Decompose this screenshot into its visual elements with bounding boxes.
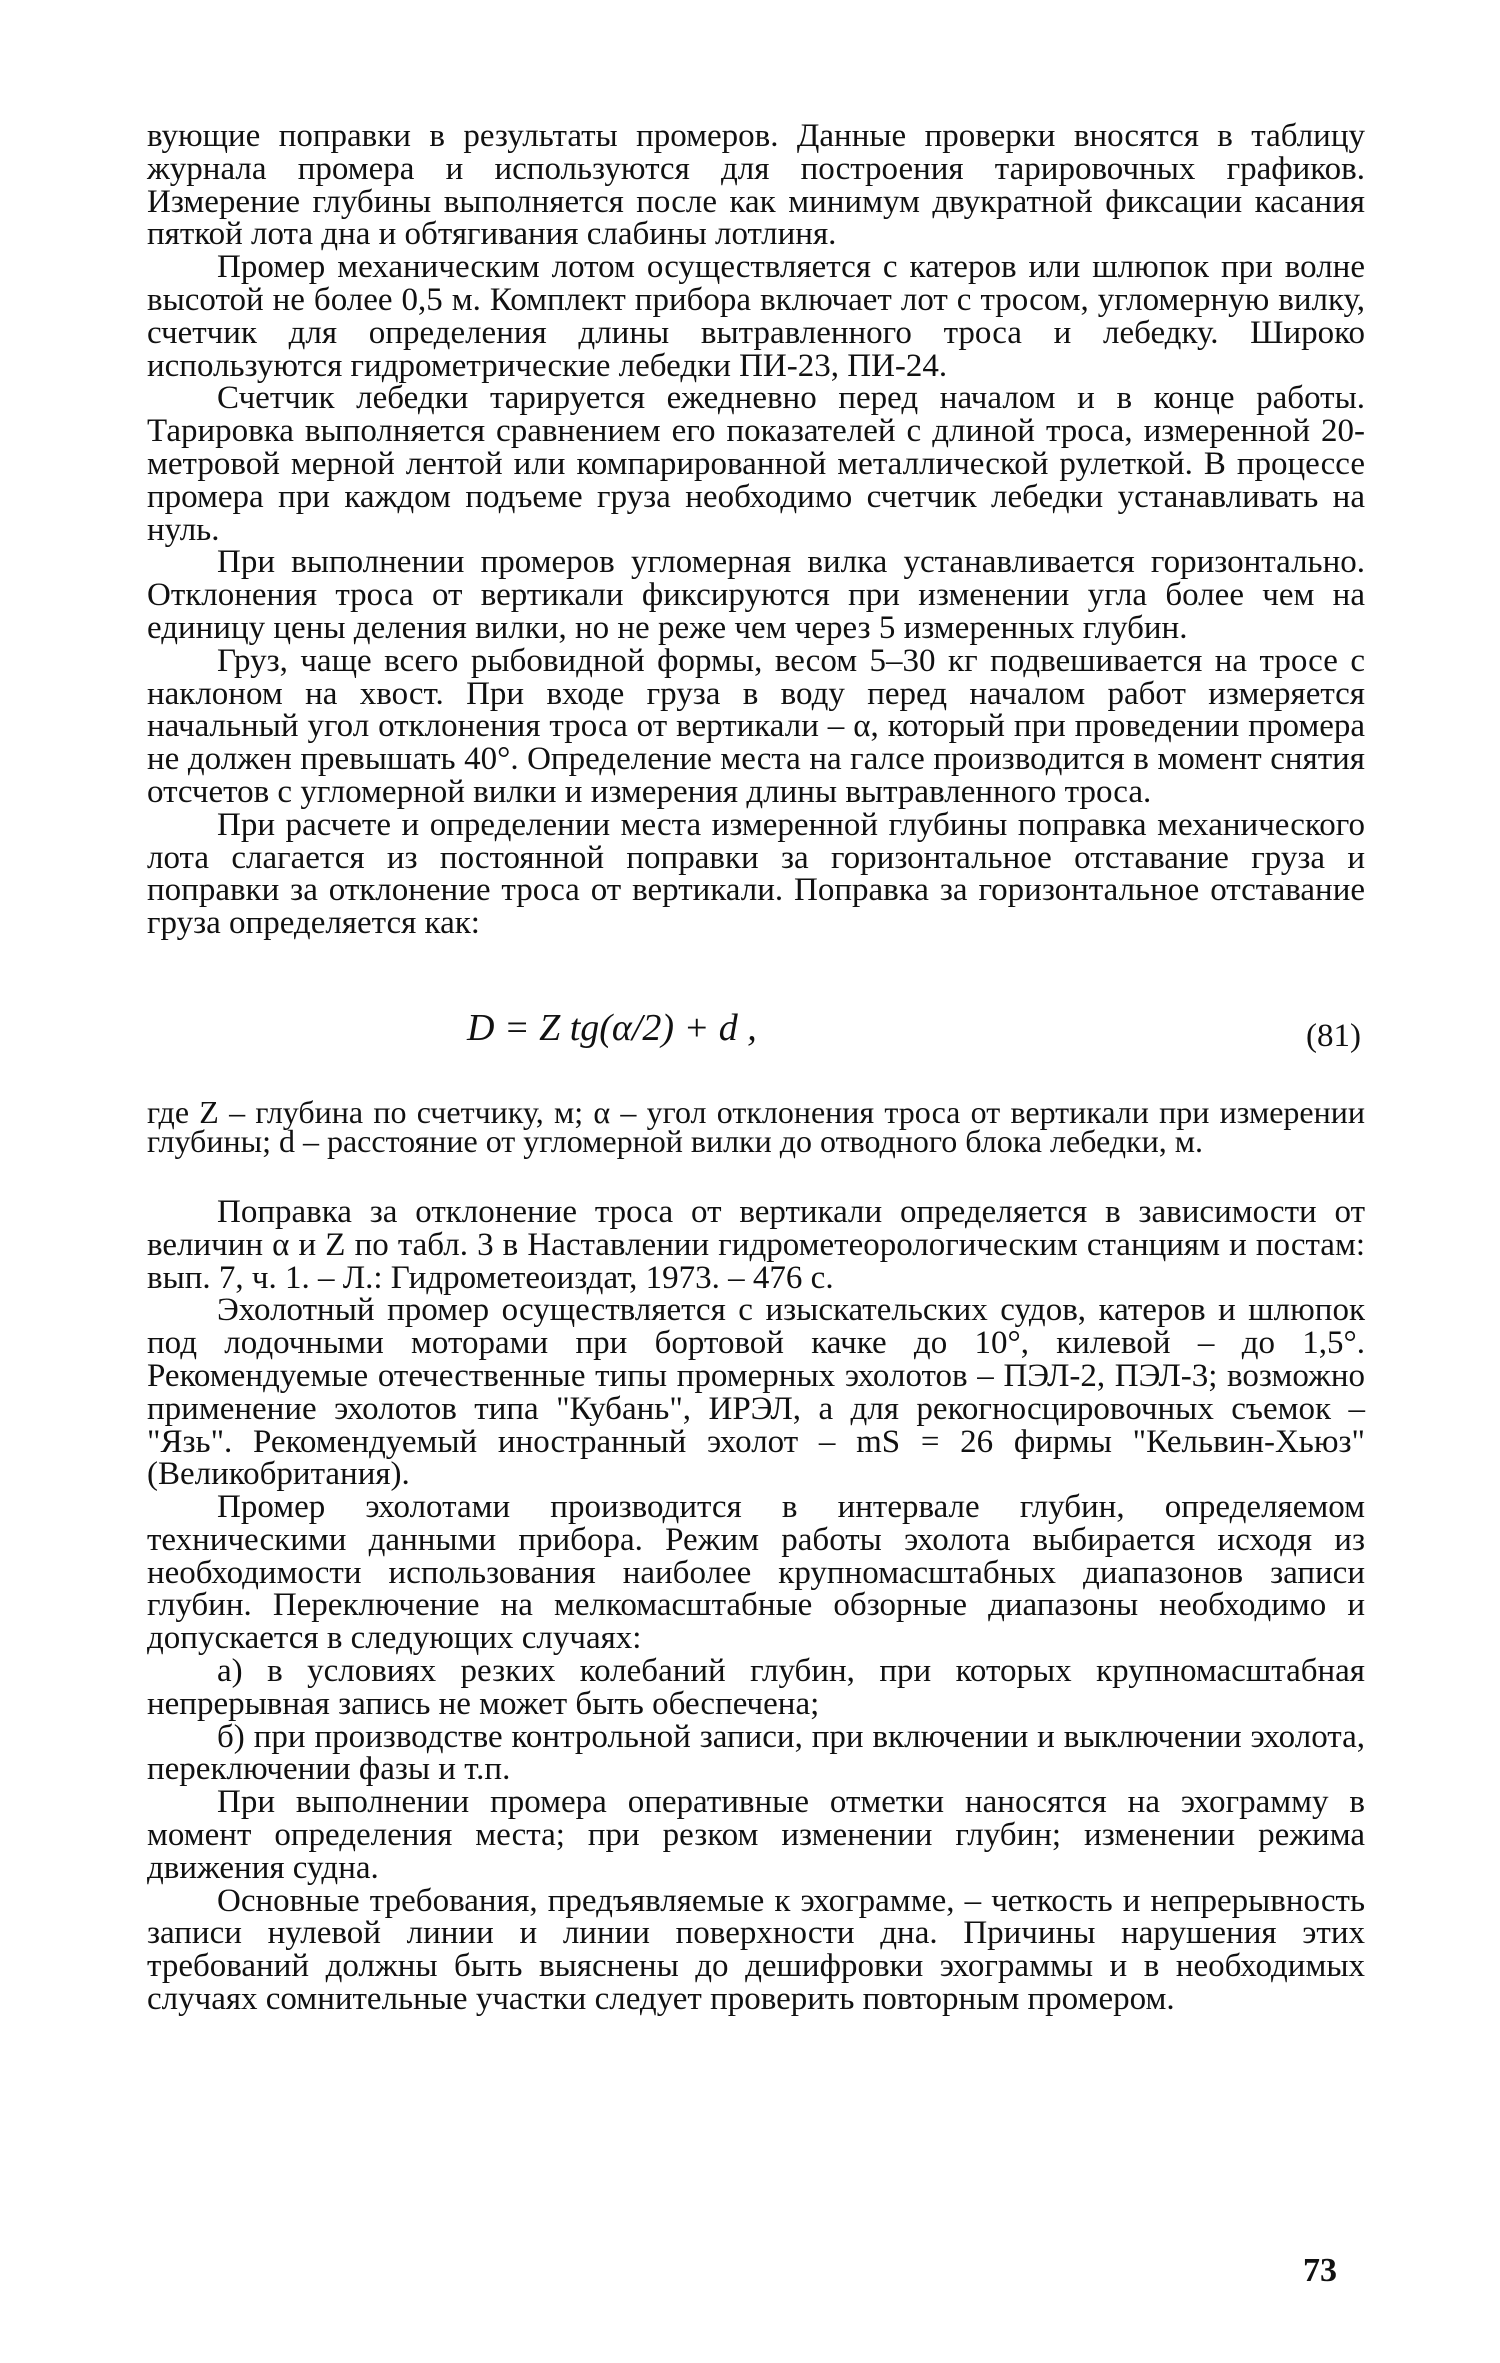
page-body: [147, 120, 1365, 2016]
paragraph-marks: При выполнении промера оперативные отметки наносятся на эхограмму в момент определения места; при резком изменении глубин; изменении режима движения судна.: [147, 1784, 1365, 1886]
paragraph-mechanical-lot: Промер механическим лотом осуществляется с катеров или шлюпок при волне высотой не более 0,5 м. Комплект прибора включает лот с тросом, угломерную вилку, счетчик для определения длины вытравленного троса и лебедку. Широко используются гидрометрические лебедки ПИ-23, ПИ-24.: [147, 249, 1365, 384]
paragraph-table-reference: Поправка за отклонение троса от вертикали определяется в зависимости от величин α и Z по табл. 3 в Наставлении гидрометеорологическим станциям и постам: вып. 7, ч. 1. – Л.: Гидрометеоиздат, 1973. – 476 с.: [147, 1193, 1365, 1296]
page-number: 73: [1303, 2252, 1337, 2289]
paragraph-weight: Груз, чаще всего рыбовидной формы, весом 5–30 кг подвешивается на тросе с наклоном на хвост. При входе груза в воду перед началом работ измеряется начальный угол отклонения троса от вертикали – α, который при проведении промера не должен превышать 40°. Определение места на галсе производится в момент снятия отсчетов с угломерной вилки и измерения длины вытравленного троса.: [147, 642, 1365, 810]
list-item-a: а) в условиях резких колебаний глубин, при которых крупномасштабная непрерывная запись не может быть обеспечена;: [147, 1653, 1365, 1722]
paragraph-echo-sounder: Эхолотный промер осуществляется с изыскательских судов, катеров и шлюпок под лодочными моторами при бортовой качке до 10°, килевой – до 1,5°. Рекомендуемые отечественные типы промерных эхолотов – ПЭЛ-2, ПЭЛ-3; возможно применение эхолотов типа "Кубань", ИРЭЛ, а для рекогносцировочных съемок – "Язь". Рекомендуемый иностранный эхолот – mS = 26 фирмы "Кельвин-Хьюз" (Великобритания).: [147, 1292, 1365, 1493]
paragraph-echo-range: Промер эхолотами производится в интервале глубин, определяемом техническими данными прибора. Режим работы эхолота выбирается исходя из необходимости использования наиболее крупномасштабных диапазонов записи глубин. Переключение на мелкомасштабные обзорные диапазоны необходимо и допускается в следующих случаях:: [147, 1489, 1365, 1657]
paragraph-continuation: вующие поправки в результаты промеров. Данные проверки вносятся в таблицу журнала промера и используются для построения тарировочных графиков. Измерение глубины выполняется после как минимум двукратной фиксации касания пяткой лота дна и обтягивания слабины лотлиня.: [147, 118, 1365, 253]
paragraph-angle-fork: При выполнении промеров угломерная вилка устанавливается горизонтально. Отклонения троса от вертикали фиксируются при изменении угла более чем на единицу цены деления вилки, но не реже чем через 5 измеренных глубин.: [147, 544, 1365, 646]
paragraph-correction: При расчете и определении места измеренной глубины поправка механического лота слагается из постоянной поправки за горизонтальное отставание груза и поправки за отклонение троса от вертикали. Поправка за горизонтальное отставание груза определяется как:: [147, 806, 1365, 942]
paragraph-counter-calibration: Счетчик лебедки тарируется ежедневно перед началом и в конце работы. Тарировка выполняется сравнением его показателей с длиной троса, измеренной 20-метровой мерной лентой или компарированной металлической рулеткой. В процессе промера при каждом подъеме груза необходимо счетчик лебедки устанавливать на нуль.: [147, 380, 1365, 548]
list-item-b: б) при производстве контрольной записи, при включении и выключении эхолота, переключении фазы и т.п.: [147, 1718, 1365, 1788]
formula-number: (81): [1306, 1017, 1361, 1054]
formula-expression: D = Z tg(α/2) + d ,: [467, 1006, 757, 1049]
formula-legend: где Z – глубина по счетчику, м; α – угол отклонения троса от вертикали при измерении глубины; d – расстояние от угломерной вилки до отводного блока лебедки, м.: [147, 1093, 1365, 1159]
paragraph-requirements: Основные требования, предъявляемые к эхограмме, – четкость и непрерывность записи нулевой линии и линии поверхности дна. Причины нарушения этих требований должны быть выяснены до дешифровки эхограммы и в необходимых случаях сомнительные участки следует проверить повторным промером.: [147, 1882, 1365, 2018]
formula-81: [147, 1006, 1365, 1068]
spacer: [147, 1156, 1365, 1196]
